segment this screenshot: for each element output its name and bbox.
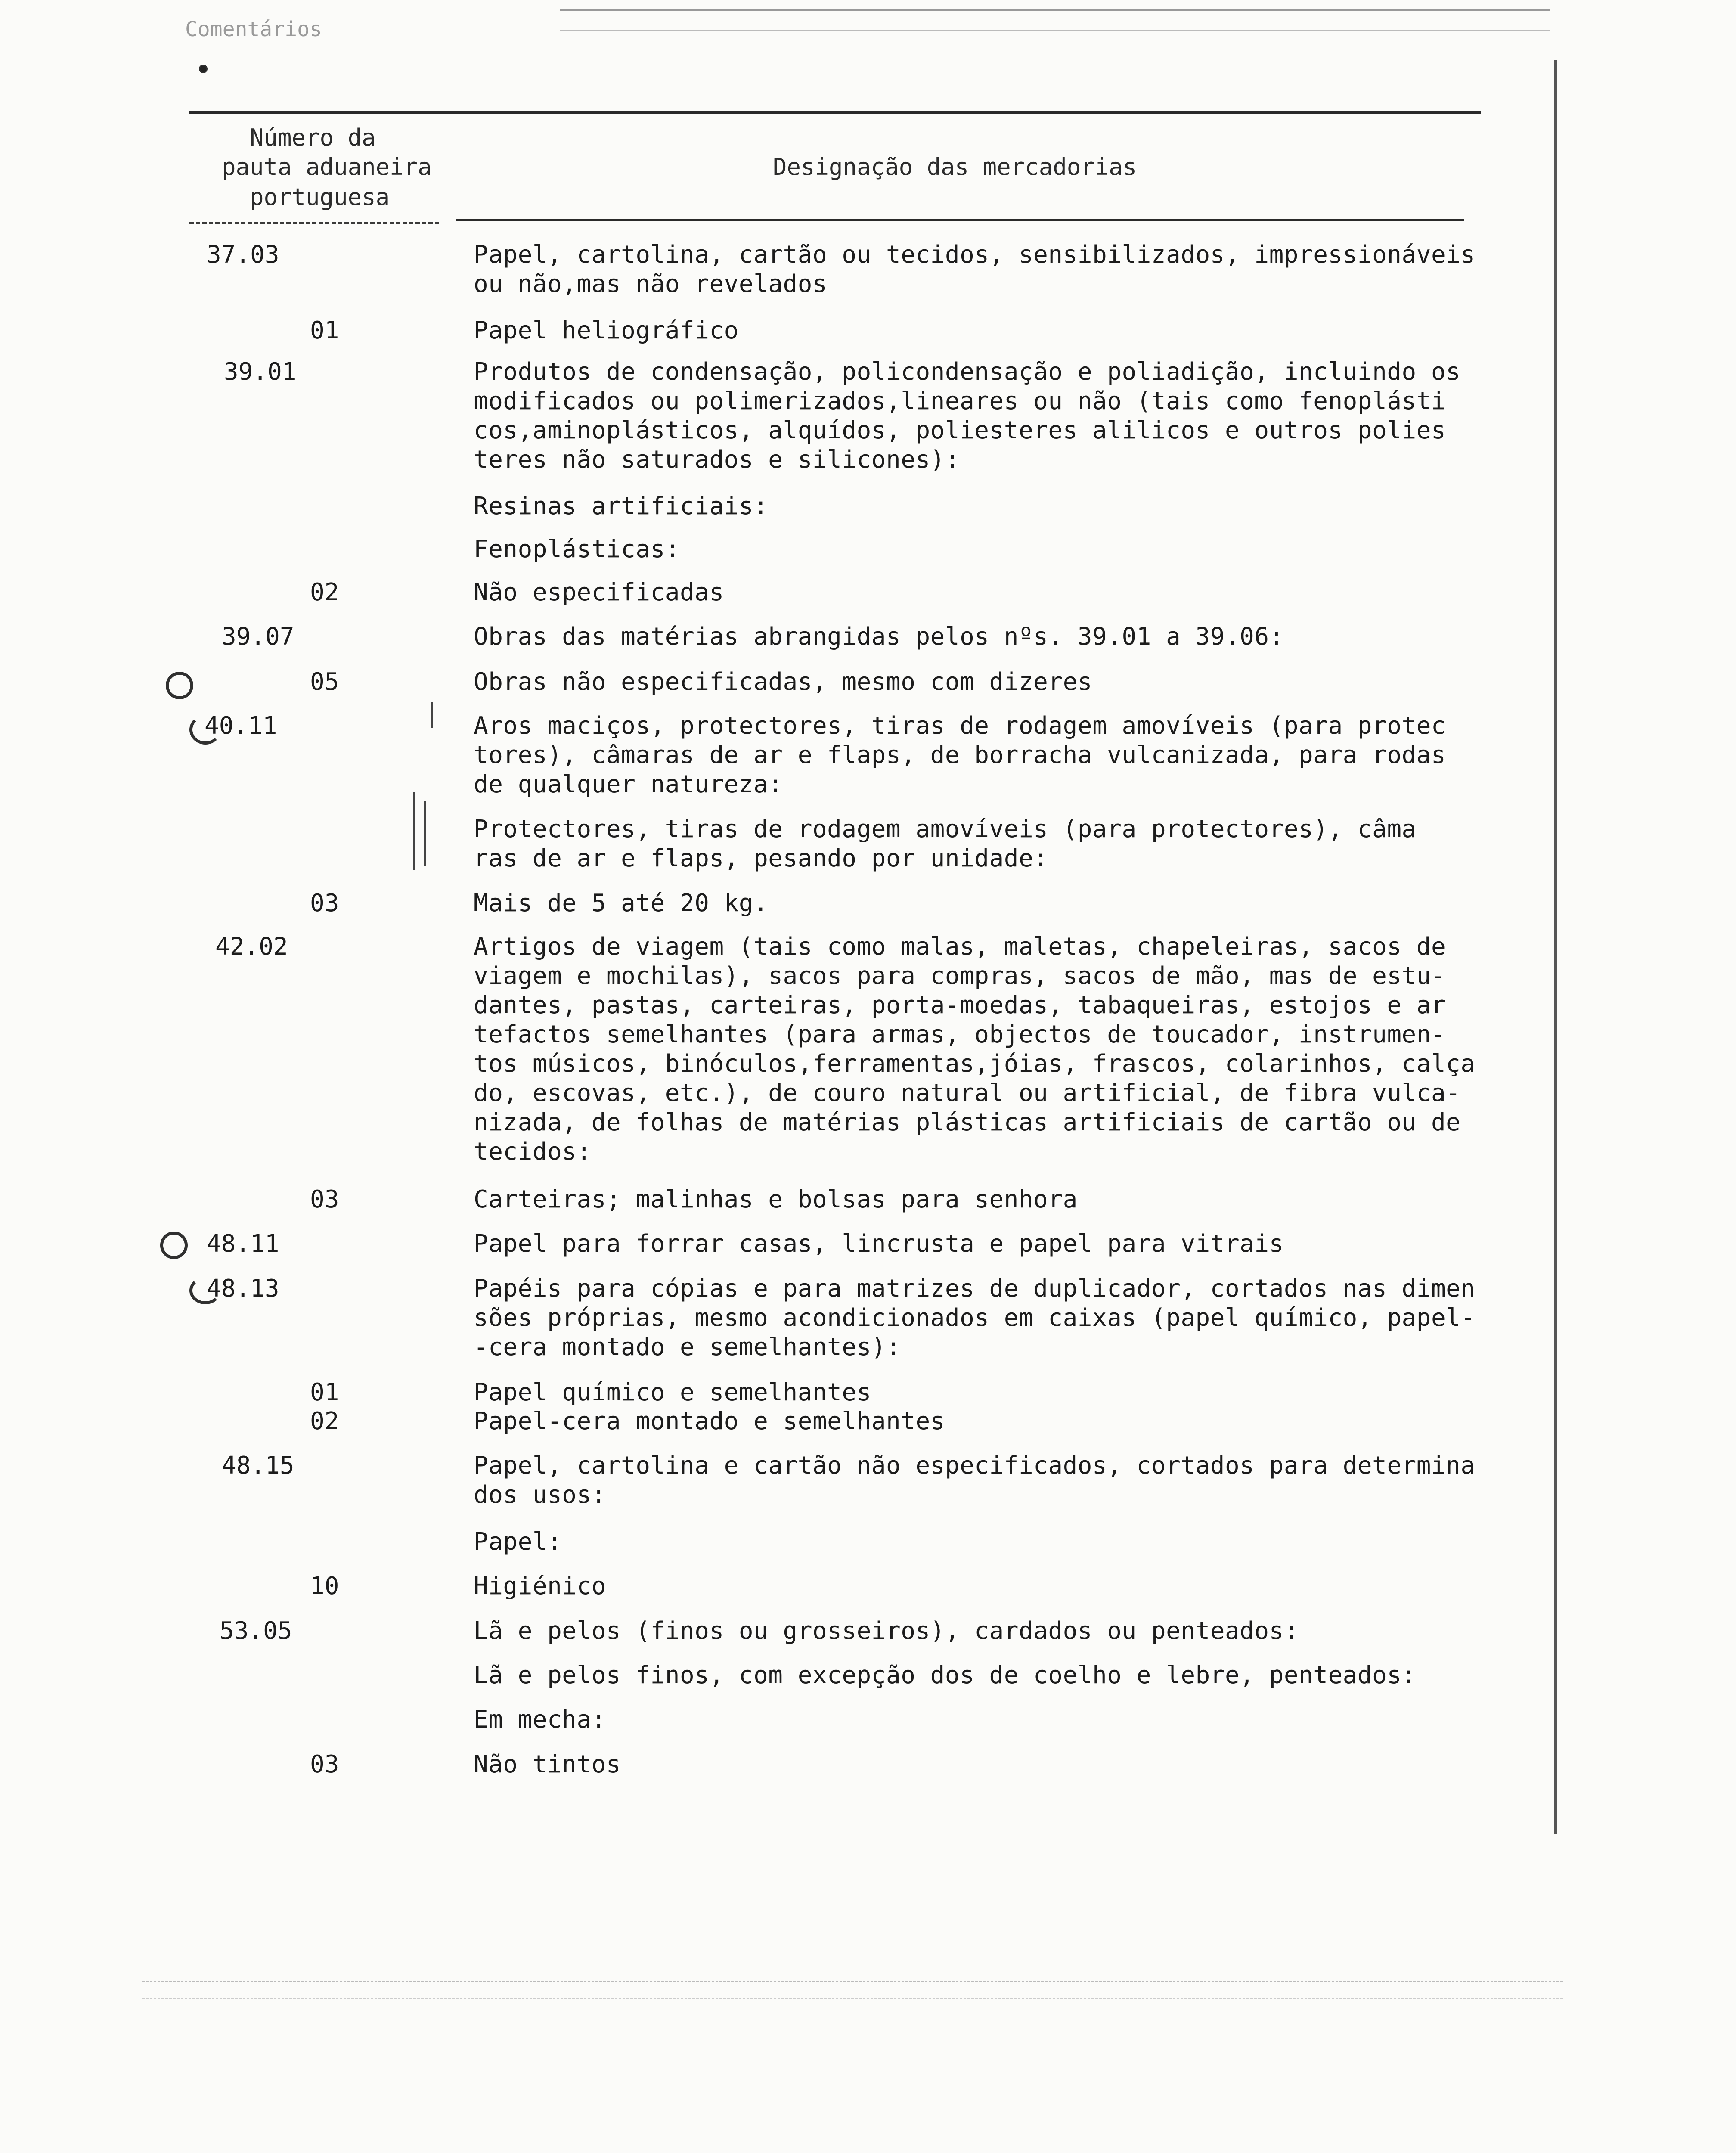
- header-top-rule: [189, 111, 1481, 114]
- desc-line: teres não saturados e silicones):: [474, 446, 960, 474]
- desc-line: Aros maciços, protectores, tiras de rodagem amovíveis (para protec: [474, 712, 1446, 740]
- desc-line: Protectores, tiras de rodagem amovíveis (para protectores), câma: [474, 815, 1417, 843]
- desc-line: tos músicos, binóculos,ferramentas,jóias, frascos, colarinhos, calça: [474, 1050, 1476, 1078]
- code-02-b: 02: [310, 1407, 339, 1435]
- desc-line: viagem e mochilas), sacos para compras, sacos de mão, mas de estu-: [474, 962, 1446, 990]
- margin-tick: [431, 702, 433, 728]
- code-03-c: 03: [310, 1750, 339, 1778]
- desc-line: Papel, cartolina e cartão não especificados, cortados para determina: [474, 1452, 1476, 1480]
- hand-circle-mark: [166, 672, 193, 699]
- desc-line: -cera montado e semelhantes):: [474, 1333, 901, 1361]
- code-53-05: 53.05: [220, 1617, 292, 1645]
- header-col1-line2: pauta aduaneira: [222, 153, 432, 180]
- desc-line: Papéis para cópias e para matrizes de duplicador, cortados nas dimen: [474, 1275, 1476, 1303]
- margin-tick: [413, 792, 415, 870]
- desc-line: Papel heliográfico: [474, 316, 739, 344]
- desc-line: Resinas artificiais:: [474, 492, 769, 520]
- desc-line: do, escovas, etc.), de couro natural ou artificial, de fibra vulca-: [474, 1079, 1461, 1107]
- desc-line: ras de ar e flaps, pesando por unidade:: [474, 844, 1048, 872]
- code-10: 10: [310, 1572, 339, 1600]
- desc-line: Obras das matérias abrangidas pelos nºs. 39.01 a 39.06:: [474, 623, 1284, 651]
- desc-line: Em mecha:: [474, 1706, 606, 1734]
- code-02: 02: [310, 578, 339, 606]
- desc-line: modificados ou polimerizados,lineares ou não (tais como fenoplásti: [474, 387, 1446, 415]
- header-col1-rule: [189, 222, 439, 224]
- desc-line: Papel, cartolina, cartão ou tecidos, sensibilizados, impressionáveis: [474, 241, 1476, 269]
- code-39-07: 39.07: [222, 623, 294, 651]
- desc-line: cos,aminoplásticos, alquídos, poliesteres alilicos e outros polies: [474, 416, 1446, 444]
- desc-line: Fenoplásticas:: [474, 535, 680, 563]
- desc-line: dantes, pastas, carteiras, porta-moedas, tabaqueiras, estojos e ar: [474, 991, 1446, 1019]
- code-01: 01: [310, 316, 339, 344]
- code-01-b: 01: [310, 1378, 339, 1406]
- desc-line: Papel para forrar casas, lincrusta e papel para vitrais: [474, 1230, 1284, 1258]
- desc-line: de qualquer natureza:: [474, 770, 783, 798]
- bottom-faint-rule-2: [142, 1998, 1563, 1999]
- desc-line: Papel-cera montado e semelhantes: [474, 1407, 945, 1435]
- desc-line: Obras não especificadas, mesmo com dizeres: [474, 668, 1093, 696]
- hand-check-mark: [189, 1277, 221, 1304]
- desc-line: Carteiras; malinhas e bolsas para senhora: [474, 1185, 1078, 1213]
- desc-line: Mais de 5 até 20 kg.: [474, 889, 769, 917]
- right-margin-line: [1554, 60, 1557, 1834]
- bullet-dot: [199, 65, 208, 73]
- desc-line: Lã e pelos finos, com excepção dos de coelho e lebre, penteados:: [474, 1661, 1417, 1689]
- header-col2: Designação das mercadorias: [773, 153, 1137, 180]
- desc-line: Higiénico: [474, 1572, 606, 1600]
- header-col1-line1: Número da: [250, 124, 376, 151]
- desc-line: tefactos semelhantes (para armas, objectos de toucador, instrumen-: [474, 1021, 1446, 1049]
- desc-line: Não especificadas: [474, 578, 724, 606]
- desc-line: Papel químico e semelhantes: [474, 1378, 871, 1406]
- code-48-15: 48.15: [222, 1452, 294, 1480]
- code-37-03: 37.03: [207, 241, 279, 269]
- code-48-13: 48.13: [207, 1275, 279, 1303]
- desc-line: tecidos:: [474, 1138, 592, 1166]
- top-faint-rule-2: [560, 30, 1550, 31]
- header-col1-line3: portuguesa: [250, 183, 390, 211]
- desc-line: Lã e pelos (finos ou grosseiros), cardados ou penteados:: [474, 1617, 1299, 1645]
- code-40-11: 40.11: [205, 712, 277, 740]
- header-bottom-rule: [456, 219, 1464, 221]
- desc-line: nizada, de folhas de matérias plásticas artificiais de cartão ou de: [474, 1108, 1461, 1136]
- margin-tick: [424, 801, 426, 866]
- code-39-01: 39.01: [224, 358, 297, 386]
- code-05: 05: [310, 668, 339, 696]
- top-faint-rule: [560, 9, 1550, 11]
- desc-line: dos usos:: [474, 1481, 606, 1509]
- desc-line: Artigos de viagem (tais como malas, maletas, chapeleiras, sacos de: [474, 933, 1446, 961]
- code-03-a: 03: [310, 889, 339, 917]
- hand-check-mark: [189, 715, 221, 745]
- hand-circle-mark: [160, 1232, 188, 1259]
- code-48-11: 48.11: [207, 1230, 279, 1258]
- code-03-b: 03: [310, 1185, 339, 1213]
- desc-line: Não tintos: [474, 1750, 621, 1778]
- desc-line: sões próprias, mesmo acondicionados em caixas (papel químico, papel-: [474, 1304, 1476, 1332]
- top-scribble: Comentários: [185, 17, 322, 41]
- desc-line: Papel:: [474, 1528, 562, 1556]
- desc-line: tores), câmaras de ar e flaps, de borracha vulcanizada, para rodas: [474, 741, 1446, 769]
- desc-line: ou não,mas não revelados: [474, 270, 828, 298]
- desc-line: Produtos de condensação, policondensação e poliadição, incluindo os: [474, 358, 1461, 386]
- bottom-faint-rule: [142, 1981, 1563, 1982]
- code-42-02: 42.02: [215, 933, 288, 961]
